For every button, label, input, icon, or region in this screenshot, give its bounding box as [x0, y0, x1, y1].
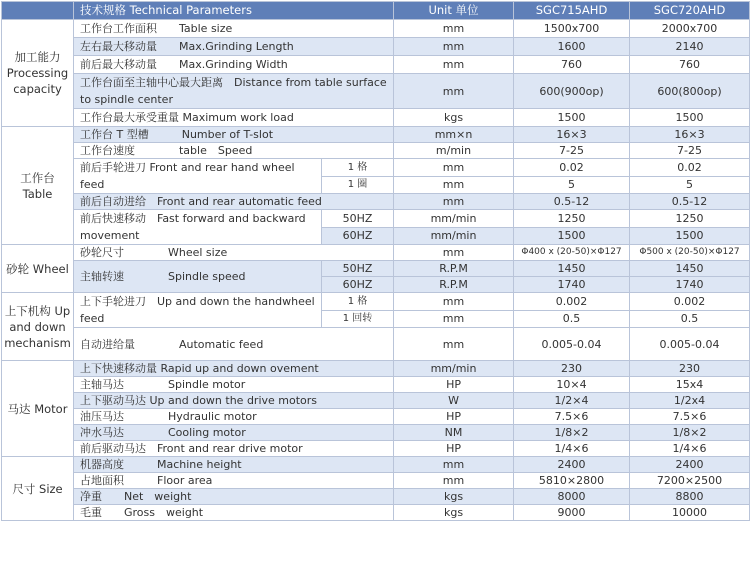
row-label: 主轴转速 Spindle speed [74, 261, 322, 293]
model-header-2: SGC720AHD [630, 2, 750, 20]
table-row [2, 159, 750, 177]
sub-label: 50HZ [322, 210, 394, 228]
row-label: 工作台最大承受重量 Maximum work load [74, 109, 394, 127]
value-cell: Φ500 x (20-50)×Φ127 [630, 245, 750, 261]
value-cell: 1/8×2 [514, 425, 630, 441]
unit-header: Unit 单位 [394, 2, 514, 20]
value-cell: 7.5×6 [514, 409, 630, 425]
row-unit: mm [394, 328, 514, 361]
table-row [2, 74, 750, 109]
row-unit: mm [394, 245, 514, 261]
row-label: 工作台面至主轴中心最大距离 Distance from table surface to spindle center [74, 74, 394, 109]
value-cell: 8000 [514, 489, 630, 505]
section-updown: 上下机构 Up and down mechanism [2, 293, 74, 361]
table-row [2, 38, 750, 56]
row-unit: kgs [394, 489, 514, 505]
value-cell: 1250 [514, 210, 630, 228]
row-label: 毛重 Gross weight [74, 505, 394, 521]
value-cell: 7.5×6 [630, 409, 750, 425]
value-cell: 2000x700 [630, 20, 750, 38]
row-label: 主轴马达 Spindle motor [74, 377, 394, 393]
value-cell: 16×3 [514, 127, 630, 143]
row-label: 机器高度 Machine height [74, 457, 394, 473]
table-row [2, 377, 750, 393]
value-cell: 1/8×2 [630, 425, 750, 441]
table-row [2, 457, 750, 473]
sub-label: 1 回转 [322, 310, 394, 328]
value-cell: 7-25 [514, 143, 630, 159]
value-cell: 0.005-0.04 [630, 328, 750, 361]
row-unit: HP [394, 409, 514, 425]
row-unit: mm/min [394, 227, 514, 245]
table-row [2, 473, 750, 489]
table-row [2, 210, 750, 228]
table-row [2, 393, 750, 409]
table-row [2, 109, 750, 127]
section-table: 工作台 Table [2, 127, 74, 245]
row-unit: mm [394, 457, 514, 473]
table-row [2, 20, 750, 38]
section-size: 尺寸 Size [2, 457, 74, 521]
value-cell: 1/4×6 [630, 441, 750, 457]
section-processing: 加工能力 Processing capacity [2, 20, 74, 127]
header-row [2, 2, 750, 20]
value-cell: 1450 [514, 261, 630, 277]
value-cell: 0.5-12 [514, 194, 630, 210]
row-unit: mm [394, 74, 514, 109]
value-cell: 1740 [514, 277, 630, 293]
row-label: 油压马达 Hydraulic motor [74, 409, 394, 425]
value-cell: 10000 [630, 505, 750, 521]
value-cell: 2140 [630, 38, 750, 56]
value-cell: 10×4 [514, 377, 630, 393]
value-cell: 1500 [630, 109, 750, 127]
row-unit: mm [394, 473, 514, 489]
value-cell: 2400 [630, 457, 750, 473]
table-row [2, 143, 750, 159]
value-cell: 1600 [514, 38, 630, 56]
value-cell: 0.5 [514, 310, 630, 328]
value-cell: 1250 [630, 210, 750, 228]
value-cell: 7200×2500 [630, 473, 750, 489]
row-label: 前后驱动马达 Front and rear drive motor [74, 441, 394, 457]
value-cell: 760 [514, 56, 630, 74]
value-cell: 0.002 [630, 293, 750, 311]
row-label: 上下驱动马达 Up and down the drive motors [74, 393, 394, 409]
row-unit: mm [394, 38, 514, 56]
value-cell: Φ400 x (20-50)×Φ127 [514, 245, 630, 261]
row-unit: kgs [394, 109, 514, 127]
section-motor: 马达 Motor [2, 361, 74, 457]
row-label: 前后自动进给 Front and rear automatic feed [74, 194, 394, 210]
value-cell: 1/2x4 [630, 393, 750, 409]
value-cell: 9000 [514, 505, 630, 521]
value-cell: 2400 [514, 457, 630, 473]
value-cell: 5810×2800 [514, 473, 630, 489]
row-label: 自动进给量 Automatic feed [74, 328, 394, 361]
row-unit: R.P.M [394, 277, 514, 293]
sub-label: 50HZ [322, 261, 394, 277]
row-label: 净重 Net weight [74, 489, 394, 505]
value-cell: 600(800op) [630, 74, 750, 109]
row-label: 工作台工作面积 Table size [74, 20, 394, 38]
value-cell: 5 [630, 176, 750, 194]
row-unit: mm [394, 310, 514, 328]
value-cell: 1/4×6 [514, 441, 630, 457]
value-cell: 760 [630, 56, 750, 74]
row-unit: mm×n [394, 127, 514, 143]
value-cell: 15x4 [630, 377, 750, 393]
row-unit: NM [394, 425, 514, 441]
value-cell: 7-25 [630, 143, 750, 159]
row-unit: mm [394, 194, 514, 210]
row-unit: m/min [394, 143, 514, 159]
value-cell: 1500 [630, 227, 750, 245]
value-cell: 1500 [514, 109, 630, 127]
table-row [2, 261, 750, 277]
row-label: 占地面积 Floor area [74, 473, 394, 489]
row-label: 工作台速度 table Speed [74, 143, 394, 159]
table-row [2, 293, 750, 311]
value-cell: 600(900op) [514, 74, 630, 109]
spec-table [1, 1, 750, 521]
row-unit: mm [394, 159, 514, 177]
value-cell: 1/2×4 [514, 393, 630, 409]
row-unit: mm/min [394, 210, 514, 228]
row-unit: HP [394, 441, 514, 457]
table-row [2, 409, 750, 425]
table-row [2, 361, 750, 377]
value-cell: 0.5 [630, 310, 750, 328]
value-cell: 5 [514, 176, 630, 194]
row-unit: mm [394, 293, 514, 311]
row-label: 冲水马达 Cooling motor [74, 425, 394, 441]
table-row [2, 328, 750, 361]
value-cell: 1740 [630, 277, 750, 293]
row-unit: R.P.M [394, 261, 514, 277]
value-cell: 8800 [630, 489, 750, 505]
value-cell: 0.005-0.04 [514, 328, 630, 361]
row-label: 前后手轮进刀 Front and rear hand wheel feed [74, 159, 322, 194]
sub-label: 60HZ [322, 227, 394, 245]
value-cell: 0.5-12 [630, 194, 750, 210]
row-unit: mm [394, 20, 514, 38]
row-unit: mm/min [394, 361, 514, 377]
row-label: 上下手轮进刀 Up and down the handwheel feed [74, 293, 322, 328]
value-cell: 1500x700 [514, 20, 630, 38]
table-row [2, 505, 750, 521]
table-row [2, 489, 750, 505]
row-unit: kgs [394, 505, 514, 521]
table-row [2, 245, 750, 261]
value-cell: 1500 [514, 227, 630, 245]
value-cell: 0.002 [514, 293, 630, 311]
value-cell: 1450 [630, 261, 750, 277]
value-cell: 230 [630, 361, 750, 377]
params-header: 技术规格 Technical Parameters [74, 2, 394, 20]
sub-label: 60HZ [322, 277, 394, 293]
row-label: 砂轮尺寸 Wheel size [74, 245, 394, 261]
sub-label: 1 圈 [322, 176, 394, 194]
row-label: 前后快速移动 Fast forward and backward movement [74, 210, 322, 245]
row-label: 上下快速移动量 Rapid up and down ovement [74, 361, 394, 377]
row-unit: W [394, 393, 514, 409]
row-label: 工作台 T 型槽 Number of T-slot [74, 127, 394, 143]
table-row [2, 441, 750, 457]
value-cell: 16×3 [630, 127, 750, 143]
row-label: 前后最大移动量 Max.Grinding Width [74, 56, 394, 74]
row-unit: HP [394, 377, 514, 393]
row-unit: mm [394, 56, 514, 74]
row-unit: mm [394, 176, 514, 194]
section-wheel: 砂轮 Wheel [2, 245, 74, 293]
sub-label: 1 格 [322, 293, 394, 311]
value-cell: 0.02 [630, 159, 750, 177]
table-row [2, 425, 750, 441]
value-cell: 230 [514, 361, 630, 377]
model-header-1: SGC715AHD [514, 2, 630, 20]
table-row [2, 56, 750, 74]
value-cell: 0.02 [514, 159, 630, 177]
table-row [2, 194, 750, 210]
sub-label: 1 格 [322, 159, 394, 177]
table-row [2, 127, 750, 143]
row-label: 左右最大移动量 Max.Grinding Length [74, 38, 394, 56]
